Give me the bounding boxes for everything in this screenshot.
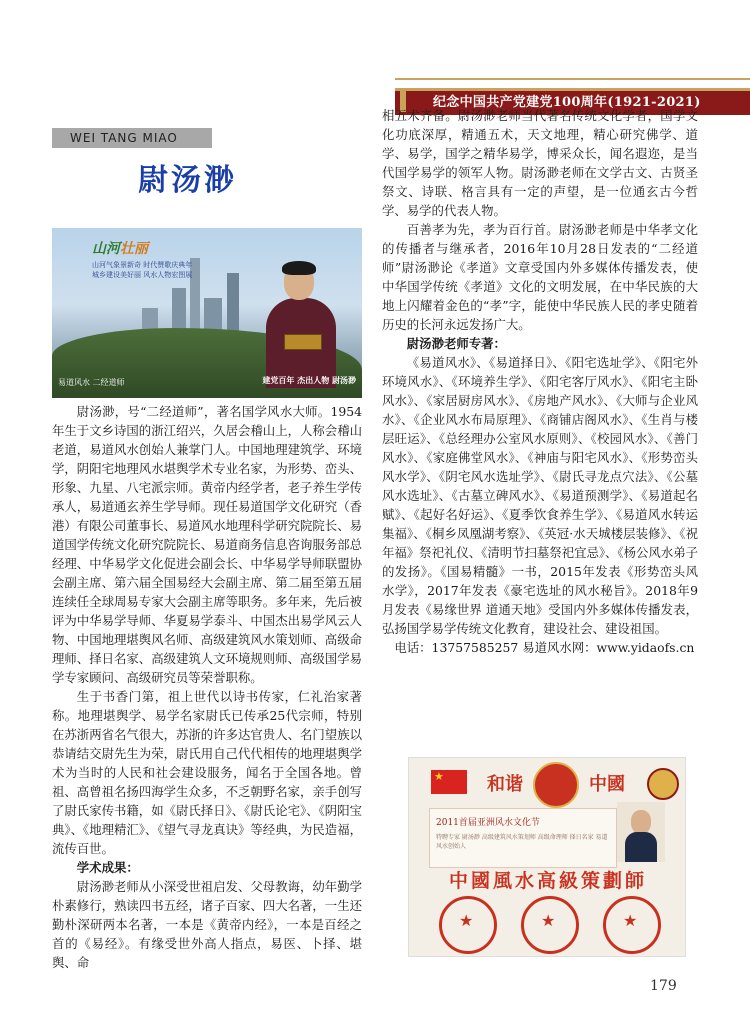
china-flag-icon: [431, 770, 467, 794]
book-prop: [284, 334, 322, 350]
portrait-person: [262, 264, 340, 384]
portrait-photo: [52, 228, 362, 398]
photo-logo: 山河壮丽: [92, 241, 148, 257]
advert-certificate: [408, 757, 686, 957]
bio-paragraph-2: 生于书香门第，祖上世代以诗书传家，仁礼治家著称。地理堪舆学、易学名家尉氏已传承25代宗师，特别在苏浙两省名气很大，苏浙的许多达官贵人、名门望族以恭请结交尉先生为荣，尉氏用自己代代相传的地理堪舆学术为当时的人民和社会建设服务，闻名于全国各地。曾祖、高曾祖名扬四海学生众多，不乏朝野名家，亲手创写了尉氏家传书籍，如《尉氏择日》、《尉氏论宅》、《阴阳宝典》、《地理精汇》、《望气寻龙真诀》等经典，为民造福，流传百世。: [52, 689, 362, 856]
advert-festival-line: 2011首届亚洲风水文化节: [436, 818, 540, 828]
works-heading: 尉汤渺老师专著：: [406, 336, 506, 351]
achievements-paragraph: 尉汤渺老师从小深受世祖启发、父母教诲，幼年勤学朴素修行，熟读四书五经，诸子百家、四大名著，一生还勤朴深研两本名著，一本是《黄帝内经》，一本是百经之首的《易经》。有缘受世外高人指点，易医、卜择、堪舆、命: [52, 879, 362, 970]
bio-paragraph-1: 尉汤渺，号“二经道师”，著名国学风水大师。1954年生于文乡诗国的浙江绍兴，久居会稽山上，人称会稽山老道，易道风水创始人兼掌门人。中国地理建筑学、环境学，阴阳宅地理风水堪舆学术专业名家，为形势、峦头、形象、九星、八宅派宗师。黄帝内经学者，老子养生学传承人，易道通玄养生学导师。现任易道国学文化研究（香港）有限公司董事长、易道风水地理科学研究院院长、易道国学传统文化研究院院长、易道商务信息咨询服务部总经理、中华易学文化促进会副会长、中华易学导师联盟协会副主席、第六届全国易经大会副主席、第二届至第五届连续任全球周易专家大会副主席等职务。多年来，先后被评为中华易学导师、华夏易学泰斗、中国杰出易学风云人物、中国地理堪舆风名师、高级建筑风水策划师、高级命理师、择日名家、高级建筑人文环境规则师、高级国学易学专家顾问、高级研究员等荣誉职称。: [52, 404, 362, 685]
filial-piety-paragraph: 百善孝为先，孝为百行首。尉汤渺老师是中华孝文化的传播者与继承者，2016年10月28日发表的“二经道师”尉汤渺论《孝道》文章受国内外多媒体传播发表，使中华国学传统《孝道》文化的文明发展，在中华民族的大地上闪耀着金色的“孝”字，能使中华民族人民的孝史随着历史的长河永远发扬广大。: [382, 222, 698, 332]
red-seal-icon: [439, 896, 497, 954]
gold-badge-icon: [647, 768, 679, 800]
anniversary-banner-text: 纪念中国共产党建党100周年(1921-2021): [433, 95, 701, 110]
photo-poem-line-2: 城乡建设美好丽 风水人物宏图展: [92, 271, 193, 279]
achievements-heading: 学术成果：: [76, 860, 139, 875]
advert-credentials-line: 特聘专家 尉汤渺 高级建筑风水策划师 高级命理师 择日名家 易道风水创始人: [436, 834, 608, 850]
advert-word-china: 中國: [589, 774, 625, 795]
name-pinyin-tag: WEI TANG MIAO: [52, 128, 212, 148]
advert-word-harmony: 和谐: [487, 774, 523, 795]
advert-portrait: [617, 802, 665, 862]
header-gold-rule: [395, 78, 750, 80]
contact-line: 电话：13757585257 易道风水网：www.yidaofs.cn: [394, 640, 695, 655]
left-column: [52, 402, 362, 972]
right-column: [382, 106, 698, 657]
article-title: 尉汤渺: [138, 163, 237, 198]
advert-info-band: [429, 808, 617, 868]
advert-headline: 中國風水高級策劃師: [449, 870, 648, 892]
red-seal-icon: [603, 896, 661, 954]
photo-caption-right: 建党百年 杰出人物 尉汤渺: [262, 375, 356, 385]
photo-poem-line-1: 山河气象景新奇 时代赞歌庆典年: [92, 261, 193, 269]
red-seal-icon: [521, 896, 579, 954]
continued-paragraph: 相五术齐备。尉汤渺老师当代著名传统文化学者，国学文化功底深厚，精通五术，天文地理，精心研究佛学、道学、易学，国学之精华易学，博采众长，闻名遐迩，是当代国学易学的领军人物。尉汤渺老师在文学古文、古贤圣祭文、诗联、格言具有一定的声望，是一位通玄古今哲学、易学的代表人物。: [382, 108, 698, 218]
photo-caption-left: 易道风水 二经道师: [58, 378, 125, 387]
person-hair: [282, 261, 316, 275]
feng-shui-emblem-icon: [533, 762, 579, 808]
works-paragraph: 《易道风水》、《易道择日》、《阳宅选址学》、《阳宅外环境风水》、《环境养生学》、《阳宅客厅风水》、《阳宅主卧风水》、《家居厨房风水》、《房地产风水》、《大师与企业风水》、《企业风水布局原理》、《商铺店阁风水》、《生肖与楼层旺运》、《总经理办公室风水原则》、《校园风水》、《善门风水》、《家庭佛堂风水》、《神庙与阳宅风水》、《形势峦头风水学》、《阴宅风水选址学》、《尉氏寻龙点穴法》、《公墓风水选址》、《古墓立碑风水》、《易道预测学》、《易道起名赋》、《起好名好运》、《夏季饮食养生学》、《易道风水转运集福》、《桐乡凤凰湖考察》、《英冠·水天城楼层装修》、《祝年福》祭祀礼仪、《清明节扫墓祭祀宜忌》、《杨公风水弟子的发扬》。《国易精髓》一书，2015年发表《形势峦头风水学》，2017年发表《豪宅选址的风水秘旨》。2018年9月发表《易缘世界 道通天地》受国内外多媒体传播发表，弘扬国学易学传统文化教育，建设社会、建设祖国。: [382, 355, 698, 636]
page-number: 179: [650, 978, 677, 994]
